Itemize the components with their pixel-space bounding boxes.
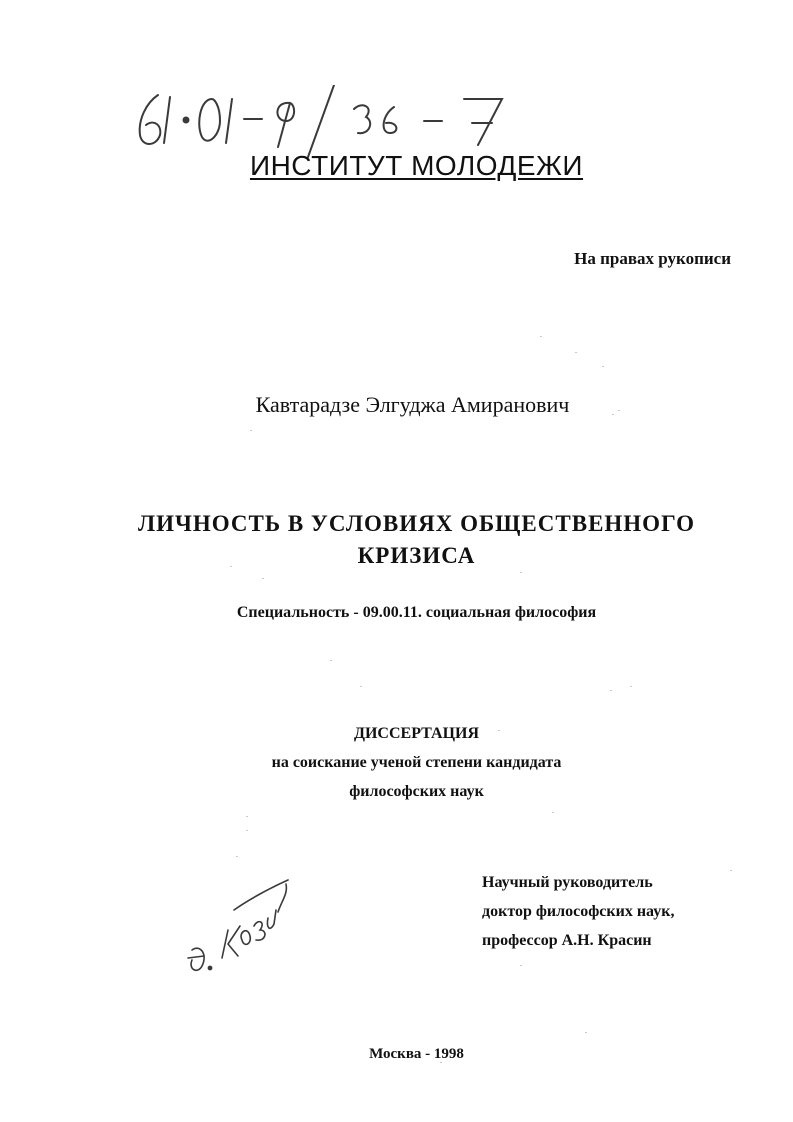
specialty-text: Специальность - 09.00.11. социальная философия <box>236 604 597 621</box>
scientific-supervisor <box>482 868 674 955</box>
dissertation-title <box>0 508 793 572</box>
title-line-2: КРИЗИСА <box>357 543 476 568</box>
supervisor-name: профессор А.Н. Красин <box>482 932 652 949</box>
author-name <box>0 392 793 418</box>
city-year-text: Москва - 1998 <box>369 1046 464 1062</box>
handwritten-signature <box>178 870 298 980</box>
dissertation-block <box>0 719 793 806</box>
supervisor-role: Научный руководитель <box>482 874 653 891</box>
specialty <box>0 604 793 622</box>
manuscript-rights: На правах рукописи <box>574 249 731 268</box>
dissertation-field-line: философских наук <box>349 783 484 800</box>
dissertation-heading: ДИССЕРТАЦИЯ <box>353 725 480 742</box>
city-year <box>0 1046 793 1063</box>
handwritten-archive-number <box>128 85 548 160</box>
institute-name-text: ИНСТИТУТ МОЛОДЕЖИ <box>249 150 584 181</box>
institute-name <box>0 150 793 182</box>
author-name-text: Кавтарадзе Элгуджа Амиранович <box>255 392 570 417</box>
title-line-1: ЛИЧНОСТЬ В УСЛОВИЯХ ОБЩЕСТВЕННОГО <box>137 511 696 536</box>
dissertation-degree-line: на соискание ученой степени кандидата <box>271 754 562 771</box>
supervisor-degree: доктор философских наук, <box>482 903 675 920</box>
